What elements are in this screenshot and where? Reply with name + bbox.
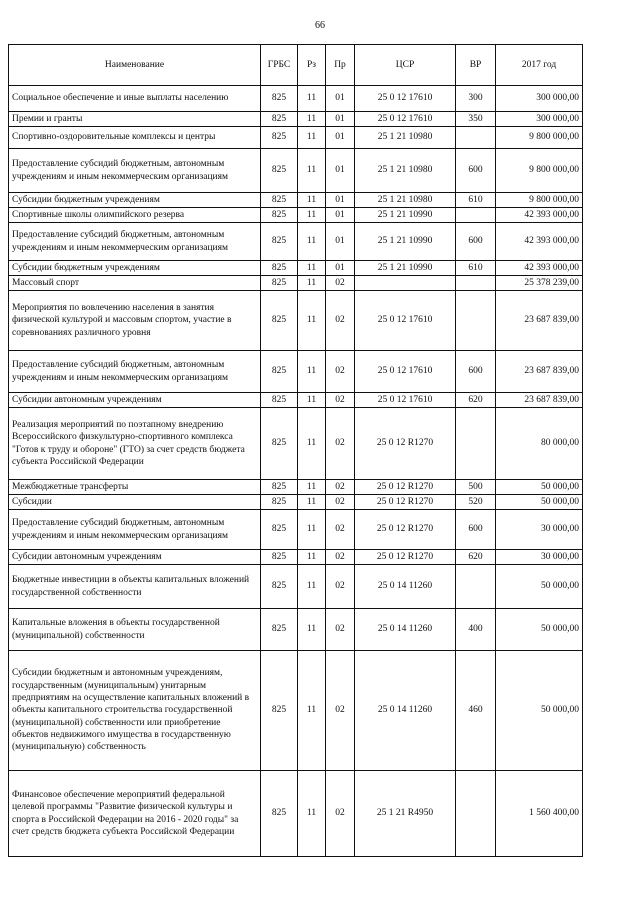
row-vr <box>456 127 496 149</box>
row-vr: 610 <box>456 193 496 208</box>
table-row <box>9 208 583 223</box>
row-vr: 600 <box>456 510 496 550</box>
row-name: Межбюджетные трансферты <box>9 480 261 495</box>
row-vr <box>456 565 496 609</box>
table-body <box>9 86 583 857</box>
row-name: Мероприятия по вовлечению населения в занятия физической культурой и массовым спортом, участие в соревнованиях различного уровня <box>9 291 261 351</box>
row-grbs: 825 <box>261 261 298 276</box>
row-csr: 25 0 12 17610 <box>355 86 456 112</box>
row-name: Спортивно-оздоровительные комплексы и центры <box>9 127 261 149</box>
row-name: Финансовое обеспечение мероприятий федеральной целевой программы "Развитие физической культуры и спорта в Российской Федерации на 2016 - 2020 годы" за счет средств бюджета субъекта Российской Федерации <box>9 771 261 857</box>
table-row <box>9 480 583 495</box>
row-grbs: 825 <box>261 495 298 510</box>
row-csr: 25 0 12 17610 <box>355 291 456 351</box>
row-pr: 02 <box>326 651 355 771</box>
row-rz: 11 <box>298 565 326 609</box>
row-name: Бюджетные инвестиции в объекты капитальных вложений государственной собственности <box>9 565 261 609</box>
table-row <box>9 351 583 393</box>
row-rz: 11 <box>298 261 326 276</box>
table-row <box>9 86 583 112</box>
row-pr: 02 <box>326 393 355 408</box>
row-name: Субсидии автономным учреждениям <box>9 550 261 565</box>
row-name: Субсидии автономным учреждениям <box>9 393 261 408</box>
row-pr: 02 <box>326 565 355 609</box>
row-grbs: 825 <box>261 771 298 857</box>
row-amount: 300 000,00 <box>496 86 583 112</box>
row-amount: 50 000,00 <box>496 565 583 609</box>
row-pr: 02 <box>326 495 355 510</box>
row-pr: 02 <box>326 408 355 480</box>
table-row <box>9 408 583 480</box>
row-csr: 25 0 12 R1270 <box>355 495 456 510</box>
row-pr: 02 <box>326 609 355 651</box>
row-rz: 11 <box>298 495 326 510</box>
header-amount: 2017 год <box>496 45 583 86</box>
header-name: Наименование <box>9 45 261 86</box>
row-grbs: 825 <box>261 408 298 480</box>
row-amount: 42 393 000,00 <box>496 261 583 276</box>
row-pr: 01 <box>326 193 355 208</box>
row-rz: 11 <box>298 550 326 565</box>
row-rz: 11 <box>298 86 326 112</box>
row-amount: 30 000,00 <box>496 550 583 565</box>
row-amount: 23 687 839,00 <box>496 291 583 351</box>
row-name: Субсидии бюджетным и автономным учреждениям, государственным (муниципальным) унитарным предприятиям на осуществление капитальных вложений в объекты капитального строительства государственной (муниципальной) собственности или приобретение объектов недвижимого имущества в государственную (муниципальную) собственность <box>9 651 261 771</box>
row-name: Субсидии <box>9 495 261 510</box>
header-csr: ЦСР <box>355 45 456 86</box>
row-rz: 11 <box>298 651 326 771</box>
row-rz: 11 <box>298 510 326 550</box>
row-grbs: 825 <box>261 510 298 550</box>
table-row <box>9 291 583 351</box>
table-row <box>9 193 583 208</box>
row-name: Предоставление субсидий бюджетным, автономным учреждениям и иным некоммерческим организациям <box>9 510 261 550</box>
row-grbs: 825 <box>261 609 298 651</box>
row-csr: 25 0 12 R1270 <box>355 408 456 480</box>
row-grbs: 825 <box>261 223 298 261</box>
row-amount: 42 393 000,00 <box>496 208 583 223</box>
row-name: Массовый спорт <box>9 276 261 291</box>
row-amount: 50 000,00 <box>496 651 583 771</box>
row-amount: 23 687 839,00 <box>496 393 583 408</box>
row-name: Предоставление субсидий бюджетным, автономным учреждениям и иным некоммерческим организациям <box>9 351 261 393</box>
row-grbs: 825 <box>261 127 298 149</box>
row-pr: 02 <box>326 771 355 857</box>
table-row <box>9 276 583 291</box>
row-csr: 25 1 21 10990 <box>355 223 456 261</box>
row-rz: 11 <box>298 480 326 495</box>
row-vr <box>456 771 496 857</box>
row-pr: 01 <box>326 149 355 193</box>
row-pr: 01 <box>326 208 355 223</box>
row-rz: 11 <box>298 112 326 127</box>
row-rz: 11 <box>298 291 326 351</box>
row-pr: 01 <box>326 127 355 149</box>
table-row <box>9 771 583 857</box>
row-csr: 25 0 12 R1270 <box>355 550 456 565</box>
row-pr: 02 <box>326 276 355 291</box>
row-pr: 02 <box>326 291 355 351</box>
row-csr: 25 1 21 10990 <box>355 208 456 223</box>
row-name: Премии и гранты <box>9 112 261 127</box>
row-name: Субсидии бюджетным учреждениям <box>9 193 261 208</box>
row-pr: 02 <box>326 510 355 550</box>
row-vr <box>456 208 496 223</box>
row-vr: 520 <box>456 495 496 510</box>
row-rz: 11 <box>298 223 326 261</box>
row-grbs: 825 <box>261 208 298 223</box>
row-vr <box>456 291 496 351</box>
row-csr: 25 0 14 11260 <box>355 609 456 651</box>
table-row <box>9 510 583 550</box>
row-name: Предоставление субсидий бюджетным, автономным учреждениям и иным некоммерческим организациям <box>9 149 261 193</box>
row-amount: 300 000,00 <box>496 112 583 127</box>
row-csr: 25 0 12 17610 <box>355 351 456 393</box>
row-grbs: 825 <box>261 149 298 193</box>
table-row <box>9 261 583 276</box>
row-name: Капитальные вложения в объекты государственной (муниципальной) собственности <box>9 609 261 651</box>
row-pr: 01 <box>326 223 355 261</box>
row-csr: 25 0 12 R1270 <box>355 510 456 550</box>
table-row <box>9 393 583 408</box>
row-amount: 23 687 839,00 <box>496 351 583 393</box>
row-vr: 600 <box>456 223 496 261</box>
row-vr: 400 <box>456 609 496 651</box>
row-vr: 610 <box>456 261 496 276</box>
row-grbs: 825 <box>261 480 298 495</box>
row-name: Субсидии бюджетным учреждениям <box>9 261 261 276</box>
row-amount: 9 800 000,00 <box>496 149 583 193</box>
row-name: Спортивные школы олимпийского резерва <box>9 208 261 223</box>
row-vr: 300 <box>456 86 496 112</box>
table-row <box>9 149 583 193</box>
row-amount: 50 000,00 <box>496 480 583 495</box>
row-vr: 600 <box>456 149 496 193</box>
budget-table <box>8 44 583 857</box>
row-pr: 01 <box>326 112 355 127</box>
header-pr: Пр <box>326 45 355 86</box>
table-row <box>9 565 583 609</box>
row-csr: 25 1 21 10980 <box>355 149 456 193</box>
row-grbs: 825 <box>261 291 298 351</box>
row-grbs: 825 <box>261 112 298 127</box>
row-pr: 01 <box>326 261 355 276</box>
row-rz: 11 <box>298 351 326 393</box>
table-row <box>9 127 583 149</box>
row-vr: 350 <box>456 112 496 127</box>
row-grbs: 825 <box>261 393 298 408</box>
table-row <box>9 112 583 127</box>
row-rz: 11 <box>298 149 326 193</box>
table-row <box>9 609 583 651</box>
row-csr: 25 0 14 11260 <box>355 651 456 771</box>
row-grbs: 825 <box>261 565 298 609</box>
row-amount: 50 000,00 <box>496 609 583 651</box>
row-vr: 600 <box>456 351 496 393</box>
row-pr: 02 <box>326 550 355 565</box>
row-rz: 11 <box>298 193 326 208</box>
row-pr: 01 <box>326 86 355 112</box>
row-rz: 11 <box>298 208 326 223</box>
row-rz: 11 <box>298 393 326 408</box>
row-name: Социальное обеспечение и иные выплаты населению <box>9 86 261 112</box>
row-rz: 11 <box>298 127 326 149</box>
row-csr: 25 0 12 R1270 <box>355 480 456 495</box>
table-row <box>9 550 583 565</box>
row-vr: 500 <box>456 480 496 495</box>
row-amount: 80 000,00 <box>496 408 583 480</box>
row-csr: 25 1 21 10980 <box>355 127 456 149</box>
row-rz: 11 <box>298 408 326 480</box>
header-grbs: ГРБС <box>261 45 298 86</box>
row-pr: 02 <box>326 480 355 495</box>
row-rz: 11 <box>298 609 326 651</box>
row-csr: 25 1 21 R4950 <box>355 771 456 857</box>
row-grbs: 825 <box>261 651 298 771</box>
table-row <box>9 495 583 510</box>
row-grbs: 825 <box>261 276 298 291</box>
row-grbs: 825 <box>261 351 298 393</box>
row-amount: 9 800 000,00 <box>496 127 583 149</box>
header-vr: ВР <box>456 45 496 86</box>
row-amount: 25 378 239,00 <box>496 276 583 291</box>
row-csr: 25 0 14 11260 <box>355 565 456 609</box>
row-amount: 30 000,00 <box>496 510 583 550</box>
row-name: Предоставление субсидий бюджетным, автономным учреждениям и иным некоммерческим организациям <box>9 223 261 261</box>
row-grbs: 825 <box>261 86 298 112</box>
row-pr: 02 <box>326 351 355 393</box>
row-vr <box>456 276 496 291</box>
row-vr: 620 <box>456 393 496 408</box>
page-number: 66 <box>315 20 325 31</box>
row-rz: 11 <box>298 276 326 291</box>
row-csr: 25 1 21 10980 <box>355 193 456 208</box>
row-grbs: 825 <box>261 193 298 208</box>
row-amount: 1 560 400,00 <box>496 771 583 857</box>
row-vr: 460 <box>456 651 496 771</box>
header-row <box>9 45 583 86</box>
row-vr: 620 <box>456 550 496 565</box>
row-amount: 9 800 000,00 <box>496 193 583 208</box>
table-row <box>9 223 583 261</box>
row-csr: 25 1 21 10990 <box>355 261 456 276</box>
table-row <box>9 651 583 771</box>
row-grbs: 825 <box>261 550 298 565</box>
row-csr: 25 0 12 17610 <box>355 112 456 127</box>
row-rz: 11 <box>298 771 326 857</box>
row-amount: 42 393 000,00 <box>496 223 583 261</box>
header-rz: Рз <box>298 45 326 86</box>
row-csr: 25 0 12 17610 <box>355 393 456 408</box>
row-name: Реализация мероприятий по поэтапному внедрению Всероссийского физкультурно-спортивного комплекса "Готов к труду и обороне" (ГТО) за счет средств бюджета субъекта Российской Федерации <box>9 408 261 480</box>
row-csr <box>355 276 456 291</box>
row-amount: 50 000,00 <box>496 495 583 510</box>
row-vr <box>456 408 496 480</box>
